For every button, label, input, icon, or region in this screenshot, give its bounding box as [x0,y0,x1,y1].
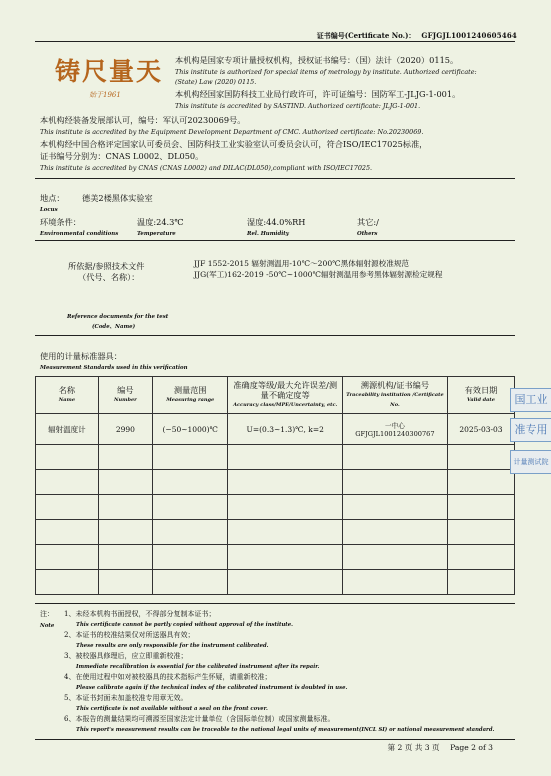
table-cell [228,545,342,570]
auth-line-2-en: This institute is accredited by SASTIND. Authorized certificate: JLJG-1-001. [175,102,421,110]
table-cell [98,520,152,545]
table-cell [152,445,228,470]
divider [35,335,515,336]
table-cell [342,545,447,570]
auth-line-4b: 证书编号分别为：CNAS L0002、DL050。 [40,151,204,161]
table-cell: U=(0.3~1.3)℃, k=2 [228,414,342,445]
table-cell: 一中心 GFJGJL1001240300767 [342,414,447,445]
table-cell [447,545,514,570]
reference-en-2: (Code、Name) [92,324,136,330]
table-cell [98,470,152,495]
table-cell: 辐射温度计 [36,414,99,445]
auth-line-3: 本机构经装备发展部认可，编号：军认可20230069号。 [40,115,246,125]
table-cell [98,445,152,470]
table-cell [36,495,99,520]
seal-fragment-1: 国工业 [510,388,551,412]
table-cell [447,570,514,595]
table-row [36,545,515,570]
table-cell [447,470,514,495]
header-name: 名称 Name [36,377,99,414]
table-cell [342,495,447,520]
auth-line-2: 本机构经国家国防科技工业局行政许可，许可证编号：国防军工-JLJG-1-001。 [175,89,461,99]
env-label: 环境条件： [40,217,81,227]
table-cell: 2990 [98,414,152,445]
cert-value: GFJGJL1001240605464 [421,31,517,40]
page-number-cn: 第 2 页 共 3 页 [387,743,440,752]
table-cell [152,570,228,595]
reference-doc-1: JJF 1552-2015 辐射测温用-10℃～200℃黑体辐射源校准规范 [194,259,410,268]
reference-doc-2: JJG(军工)162-2019 -50℃~1000℃辐射测温用参考黑体辐射源检定规程 [194,270,443,279]
table-cell [152,495,228,520]
table-cell [228,495,342,520]
standards-title: 使用的计量标准器具： [40,351,122,361]
auth-line-3-en: This institute is accredited by the Equipment Development Department of CMC. Authorized certificate: No.20230069. [40,128,424,136]
locus-en: Locus [40,207,58,213]
note-item: 3、被校器具修理后，应立即重新校准； [64,652,188,660]
table-cell [447,495,514,520]
notes-label-en: Note [40,623,55,629]
temperature: 温度:24.3℃ [137,217,184,227]
table-cell [152,520,228,545]
locus-label: 地点： [40,193,65,203]
note-item-en: This certificate cannot be partly copied without approval of the institute. [76,622,293,628]
divider [35,178,515,179]
table-cell: (−50~1000)℃ [152,414,228,445]
cert-label: 证书编号(Certificate No.)： [316,31,416,40]
locus-value: 德美2楼黑体实验室 [82,193,153,203]
note-item-en: Please calibrate again if the technical index of the calibrated instrument is doubted in use. [76,685,348,691]
table-cell [342,445,447,470]
table-header-row [36,377,515,414]
table-cell [152,545,228,570]
note-item-en: These results are only responsible for the instrument calibrated. [76,643,269,649]
seal-fragment-2: 准专用 [510,418,551,442]
note-item-en: Immediate recalibration is essential for the calibrated instrument after its repair. [76,664,320,670]
note-item: 2、本证书的校准结果仅对所送器具有效； [64,631,195,639]
table-cell [36,445,99,470]
table-row [36,414,515,445]
table-row [36,495,515,520]
note-item: 6、本报告的测量结果均可溯源至国家法定计量单位（含国际单位制）或国家测量标准。 [64,715,335,723]
table-row [36,570,515,595]
table-cell [36,520,99,545]
header-traceability: 溯源机构/证书编号 Traceability institution /Certificate No. [342,377,447,414]
table-cell [36,570,99,595]
table-cell [98,570,152,595]
note-item: 4、在使用过程中如对被校器具的技术指标产生怀疑，请重新校准； [64,673,272,681]
auth-line-4-en: This institute is accredited by CNAS (CNAS L0002) and DILAC(DL050),compliant with ISO/IEC17025. [40,164,373,172]
divider [35,603,515,604]
divider [35,240,515,241]
table-cell [152,470,228,495]
humidity: 湿度:44.0%RH [247,217,306,227]
header-valid-date: 有效日期 Valid date [447,377,514,414]
certificate-number [317,31,517,41]
standards-title-en: Measurement Standards used in this verification [40,365,188,371]
auth-line-4: 本机构经中国合格评定国家认可委员会、国防科技工业实验室认可委员会认可，符合ISO/IEC17025标准， [40,139,428,149]
note-item-en: This report's measurement results can be traceable to the national legal units of measurement(INCL SI) or national measurement standard. [76,727,495,733]
auth-line-1: 本机构是国家专项计量授权机构，授权证书编号：（国）法计（2020）0115。 [175,55,459,65]
note-item: 1、未经本机构书面授权，不得部分复制本证书； [64,610,216,618]
header-accuracy: 准确度等级/最大允许误差/测量不确定度等 Accuracy class/MPE/Uncertainty, etc. [228,377,342,414]
table-cell [98,545,152,570]
table-cell [98,495,152,520]
table-cell [36,470,99,495]
table-cell [447,445,514,470]
table-row [36,470,515,495]
table-cell: 2025-03-03 [447,414,514,445]
standards-table [35,376,515,595]
table-cell [228,570,342,595]
institute-logo [55,58,175,108]
table-cell [342,520,447,545]
table-cell [342,570,447,595]
header-number: 编号 Number [98,377,152,414]
logo-text: 铸尺量天 [55,57,164,86]
reference-label-2: （代号、名称）： [78,272,140,282]
humidity-en: Rel. Humidity [247,231,289,237]
divider [35,739,515,740]
note-item-en: This certificate is not available without a seal on the front cover. [76,706,268,712]
others: 其它:/ [357,217,379,227]
page-footer [388,742,493,753]
seal-fragment-3: 计量测试院 [510,450,551,474]
table-cell [342,470,447,495]
logo-subtext: 始于1961 [89,91,121,99]
auth-line-1-en: This institute is authorized for special items of metrology by institute. Authorized certificate: [175,68,477,76]
note-item: 5、本证书封面未加盖校准专用章无效。 [64,694,188,702]
env-en: Environmental conditions [40,231,119,237]
table-row [36,520,515,545]
table-cell [228,470,342,495]
top-border [35,41,515,42]
reference-label: 所依据/参照技术文件 [68,261,145,271]
notes-label: 注： [40,610,54,618]
header-range: 测量范围 Measuring range [152,377,228,414]
table-cell [447,520,514,545]
table-cell [228,520,342,545]
reference-en: Reference documents for the test [67,314,169,320]
table-row [36,445,515,470]
auth-line-1-en2: (State) Law (2020) 0115. [175,78,257,86]
others-en: Others [357,231,378,237]
temperature-en: Temperature [137,231,176,237]
page-number-en: Page 2 of 3 [450,743,493,752]
table-cell [228,445,342,470]
table-cell [36,545,99,570]
